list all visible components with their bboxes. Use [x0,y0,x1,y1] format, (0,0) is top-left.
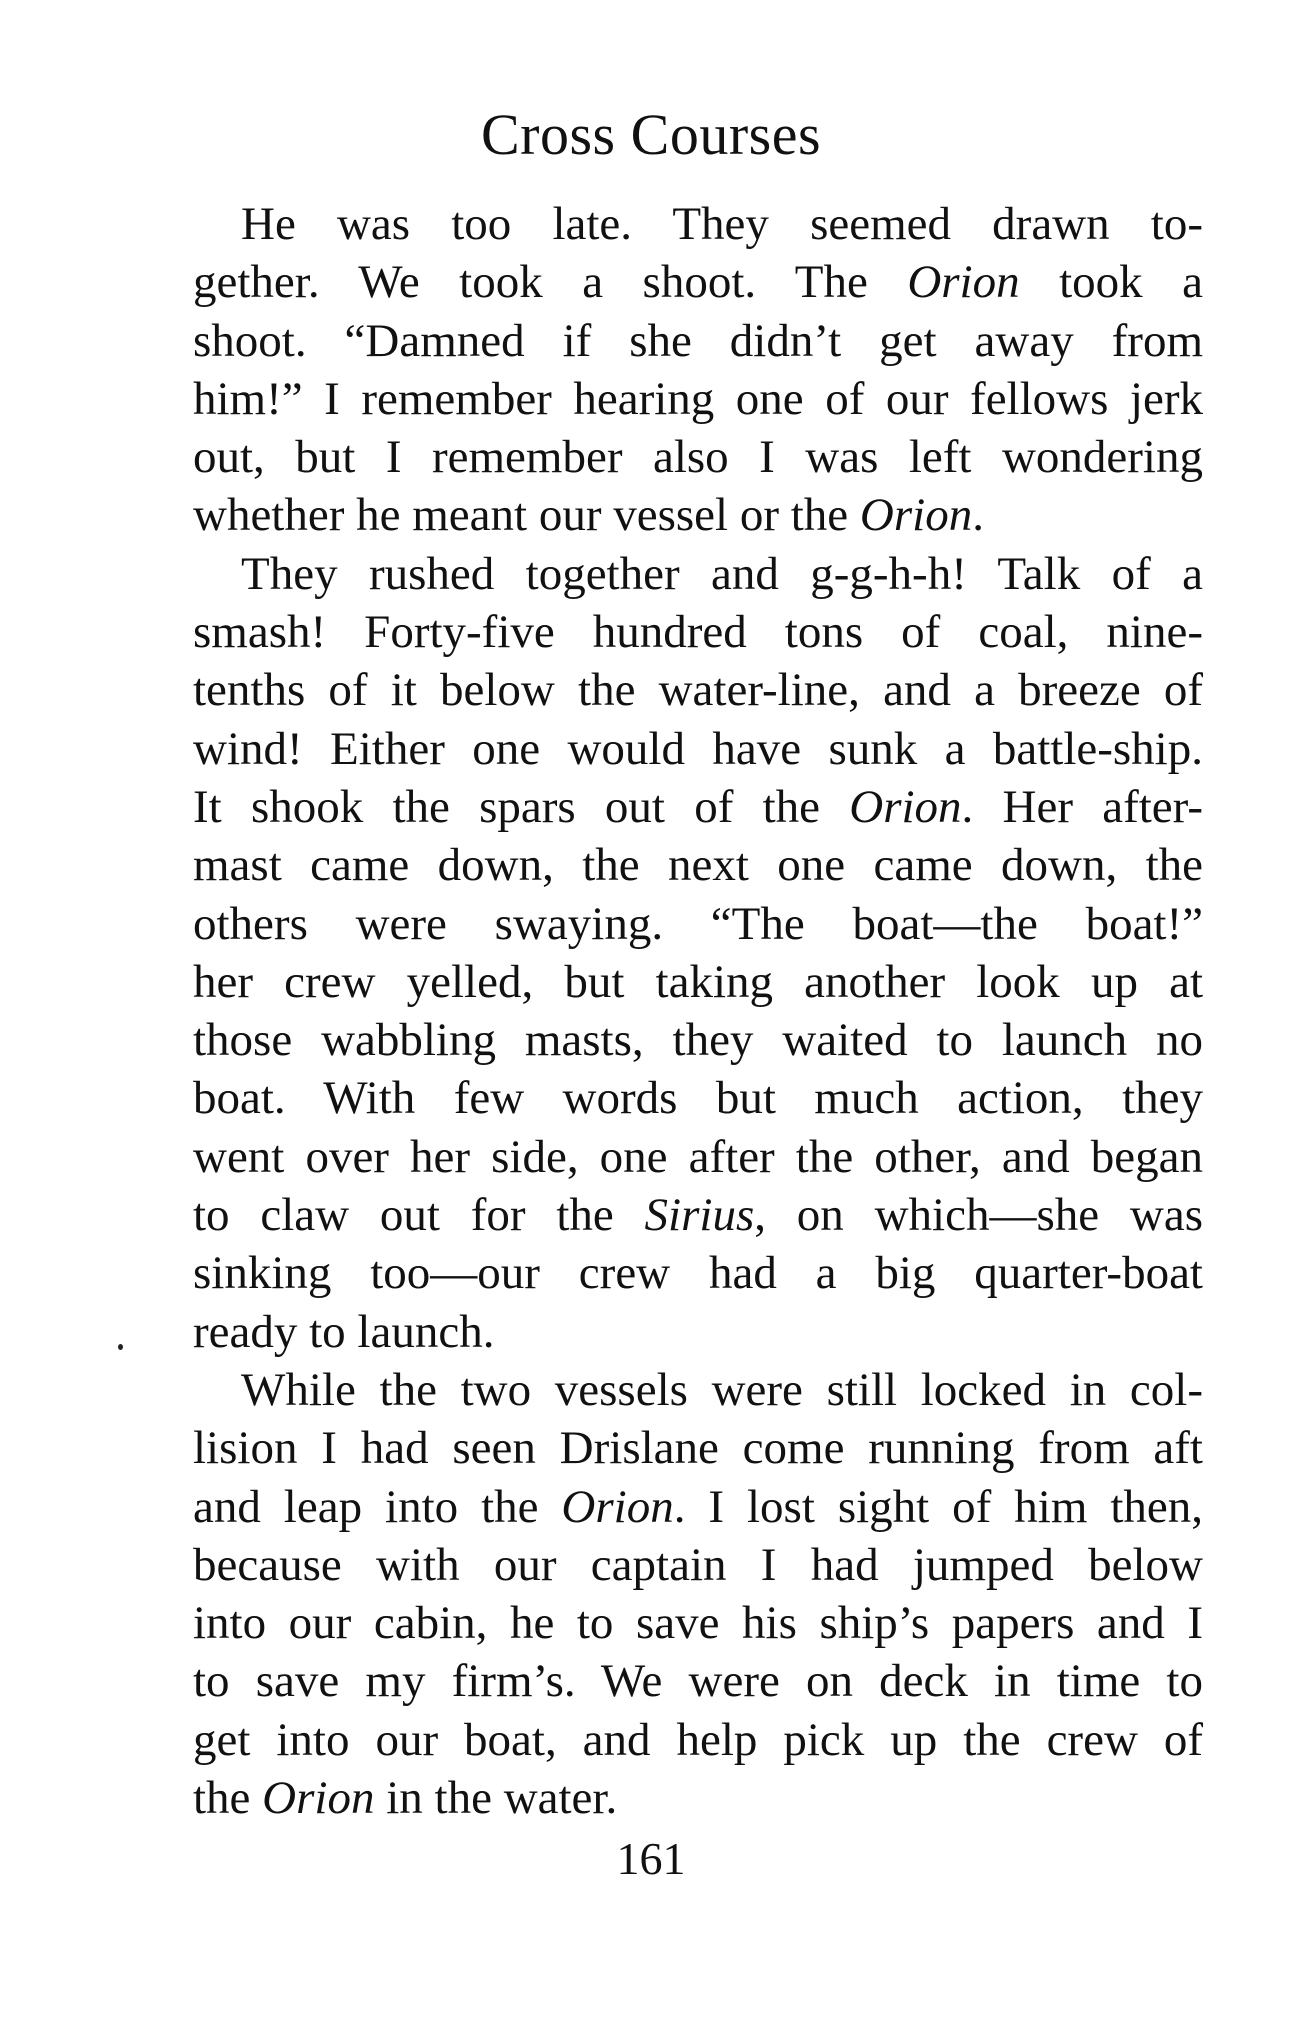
ship-name: Orion [561,1480,674,1533]
text-line: gether. We took a shoot. The Orion took a [193,256,1204,309]
text-line: lision I had seen Drislane come running from aft [193,1422,1203,1475]
running-head: Cross Courses [480,102,822,167]
body-text [193,195,1203,1827]
ship-name: Orion [907,256,1020,309]
text-line: whether he meant our vessel or the Orion. [193,489,984,542]
text-line: shoot. “Damned if she didn’t get away from [193,314,1203,367]
text-line: boat. With few words but much action, they [193,1072,1203,1125]
ship-name: Orion [859,489,973,542]
text-line: went over her side, one after the other, and began [193,1130,1203,1183]
text-line: to save my firm’s. We were on deck in time to [193,1655,1203,1708]
text-line: those wabbling masts, they waited to launch no [193,1014,1203,1067]
paragraph [193,1361,1203,1827]
text-line: He was too late. They seemed drawn to- [241,198,1203,250]
text-line: and leap into the Orion. I lost sight of him then, [193,1480,1203,1533]
text-line: to claw out for the Sirius, on which—she was [193,1189,1203,1242]
text-line: smash! Forty-five hundred tons of coal, nine- [193,606,1203,659]
ship-name: Sirius [644,1189,755,1242]
text-line: sinking too—our crew had a big quarter-boat [193,1247,1203,1300]
text-line: tenths of it below the water-line, and a breeze of [193,664,1203,717]
text-line: ready to launch. [193,1305,495,1358]
ship-name: Orion [849,780,962,833]
paragraph [193,545,1203,1361]
text-line: the Orion in the water. [193,1772,618,1825]
text-line: because with our captain I had jumped below [193,1538,1203,1591]
text-line: get into our boat, and help pick up the crew of [193,1713,1203,1766]
page-number: 161 [616,1833,686,1884]
text-line: her crew yelled, but taking another look up at [193,955,1203,1008]
text-line: They rushed together and g-g-h-h! Talk of a [241,547,1203,600]
paragraph [193,195,1203,545]
print-speck [118,1344,123,1350]
text-line: into our cabin, he to save his ship’s papers and I [193,1597,1203,1650]
text-line: mast came down, the next one came down, the [193,839,1203,892]
text-line: him!” I remember hearing one of our fellows jerk [193,372,1203,425]
text-line: out, but I remember also I was left wondering [193,431,1203,484]
text-line: While the two vessels were still locked in col- [241,1363,1203,1416]
ship-name: Orion [262,1772,375,1825]
text-line: others were swaying. “The boat—the boat!” [193,897,1203,950]
text-line: wind! Either one would have sunk a battle-ship. [193,722,1203,775]
text-line: It shook the spars out of the Orion. Her after- [193,780,1204,833]
